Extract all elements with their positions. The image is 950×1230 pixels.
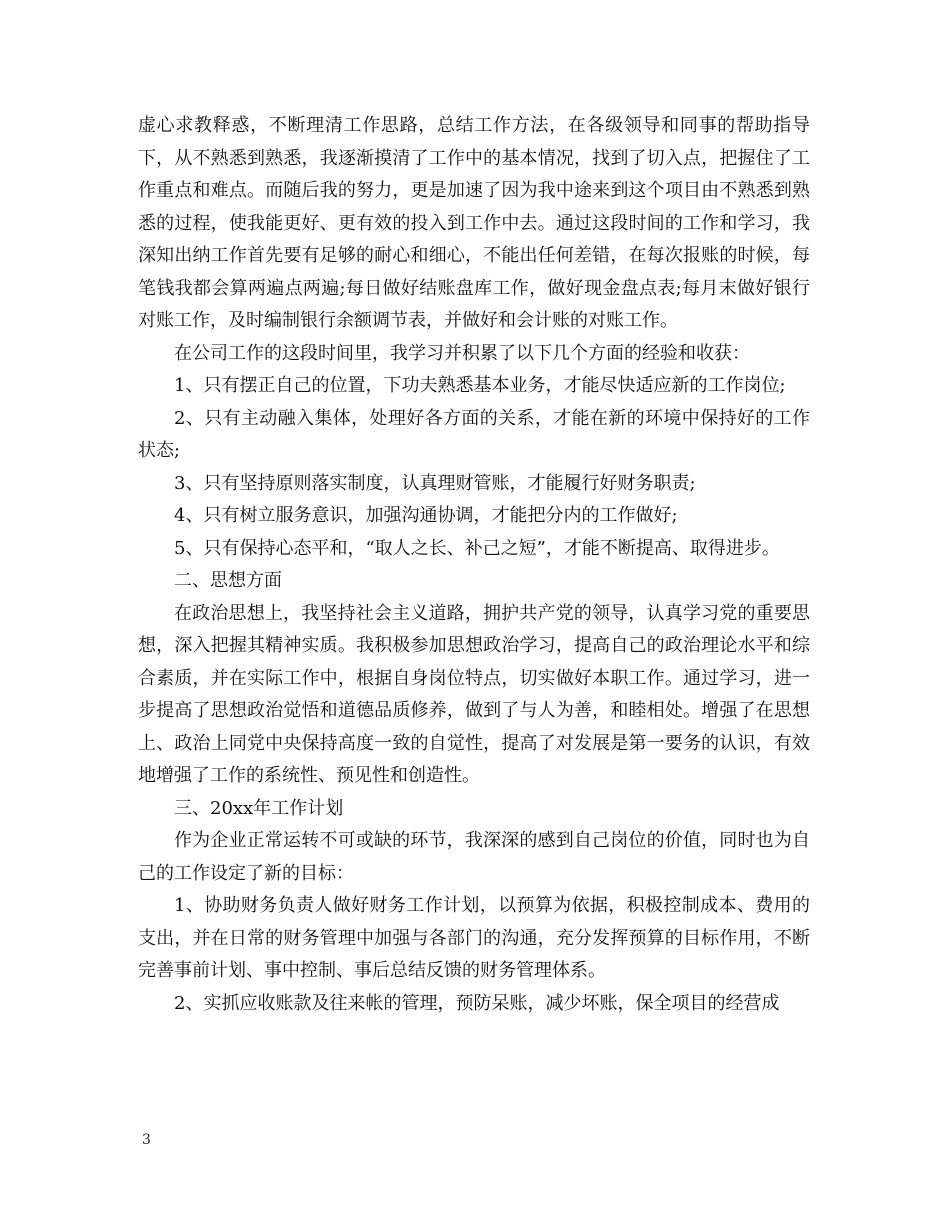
list-item: 3、只有坚持原则落实制度，认真理财管账，才能履行好财务职责; <box>174 472 696 494</box>
paragraph: 作为企业正常运转不可或缺的环节，我深深的感到自己岗位的价值，同时也为自己的工作设定了新的目标： <box>138 830 810 884</box>
list-item: 1、协助财务负责人做好财务工作计划，以预算为依据，积极控制成本、费用的支出，并在日常的财务管理中加强与各部门的沟通，充分发挥预算的目标作用，不断完善事前计划、事中控制、事后总结反馈的财务管理体系。 <box>138 895 810 981</box>
paragraph: 在公司工作的这段时间里，我学习并积累了以下几个方面的经验和收获： <box>174 342 750 364</box>
paragraph: 在政治思想上，我坚持社会主义道路，拥护共产党的领导，认真学习党的重要思想，深入把握其精神实质。我积极参加思想政治学习，提高自己的政治理论水平和综合素质，并在实际工作中，根据自身岗位特点，切实做好本职工作。通过学习，进一步提高了思想政治觉悟和道德品质修养，做到了与人为善，和睦相处。增强了在思想上、政治上同党中央保持高度一致的自觉性，提高了对发展是第一要务的认识，有效地增强了工作的系统性、预见性和创造性。 <box>138 602 810 786</box>
paragraph: 虚心求教释惑，不断理清工作思路，总结工作方法，在各级领导和同事的帮助指导下，从不熟悉到熟悉，我逐渐摸清了工作中的基本情况，找到了切入点，把握住了工作重点和难点。而随后我的努力，更是加速了因为我中途来到这个项目由不熟悉到熟悉的过程，使我能更好、更有效的投入到工作中去。通过这段时间的工作和学习，我深知出纳工作首先要有足够的耐心和细心，不能出任何差错，在每次报账的时候，每笔钱我都会算两遍点两遍;每日做好结账盘库工作，做好现金盘点表;每月末做好银行对账工作，及时编制银行余额调节表，并做好和会计账的对账工作。 <box>138 115 810 331</box>
page-number: 3 <box>142 1132 151 1148</box>
section-heading: 三、20xx年工作计划 <box>174 797 344 819</box>
list-item: 2、实抓应收账款及往来帐的管理，预防呆账，减少坏账，保全项目的经营成 <box>174 992 780 1014</box>
list-item: 2、只有主动融入集体，处理好各方面的关系，才能在新的环境中保持好的工作状态; <box>138 407 810 461</box>
list-item: 5、只有保持心态平和，“取人之长、补己之短”，才能不断提高、取得进步。 <box>174 537 780 559</box>
section-heading: 二、思想方面 <box>174 570 282 591</box>
list-item: 1、只有摆正自己的位置，下功夫熟悉基本业务，才能尽快适应新的工作岗位; <box>174 375 786 396</box>
list-item: 4、只有树立服务意识，加强沟通协调，才能把分内的工作做好; <box>174 505 678 526</box>
document-body <box>138 110 810 1020</box>
